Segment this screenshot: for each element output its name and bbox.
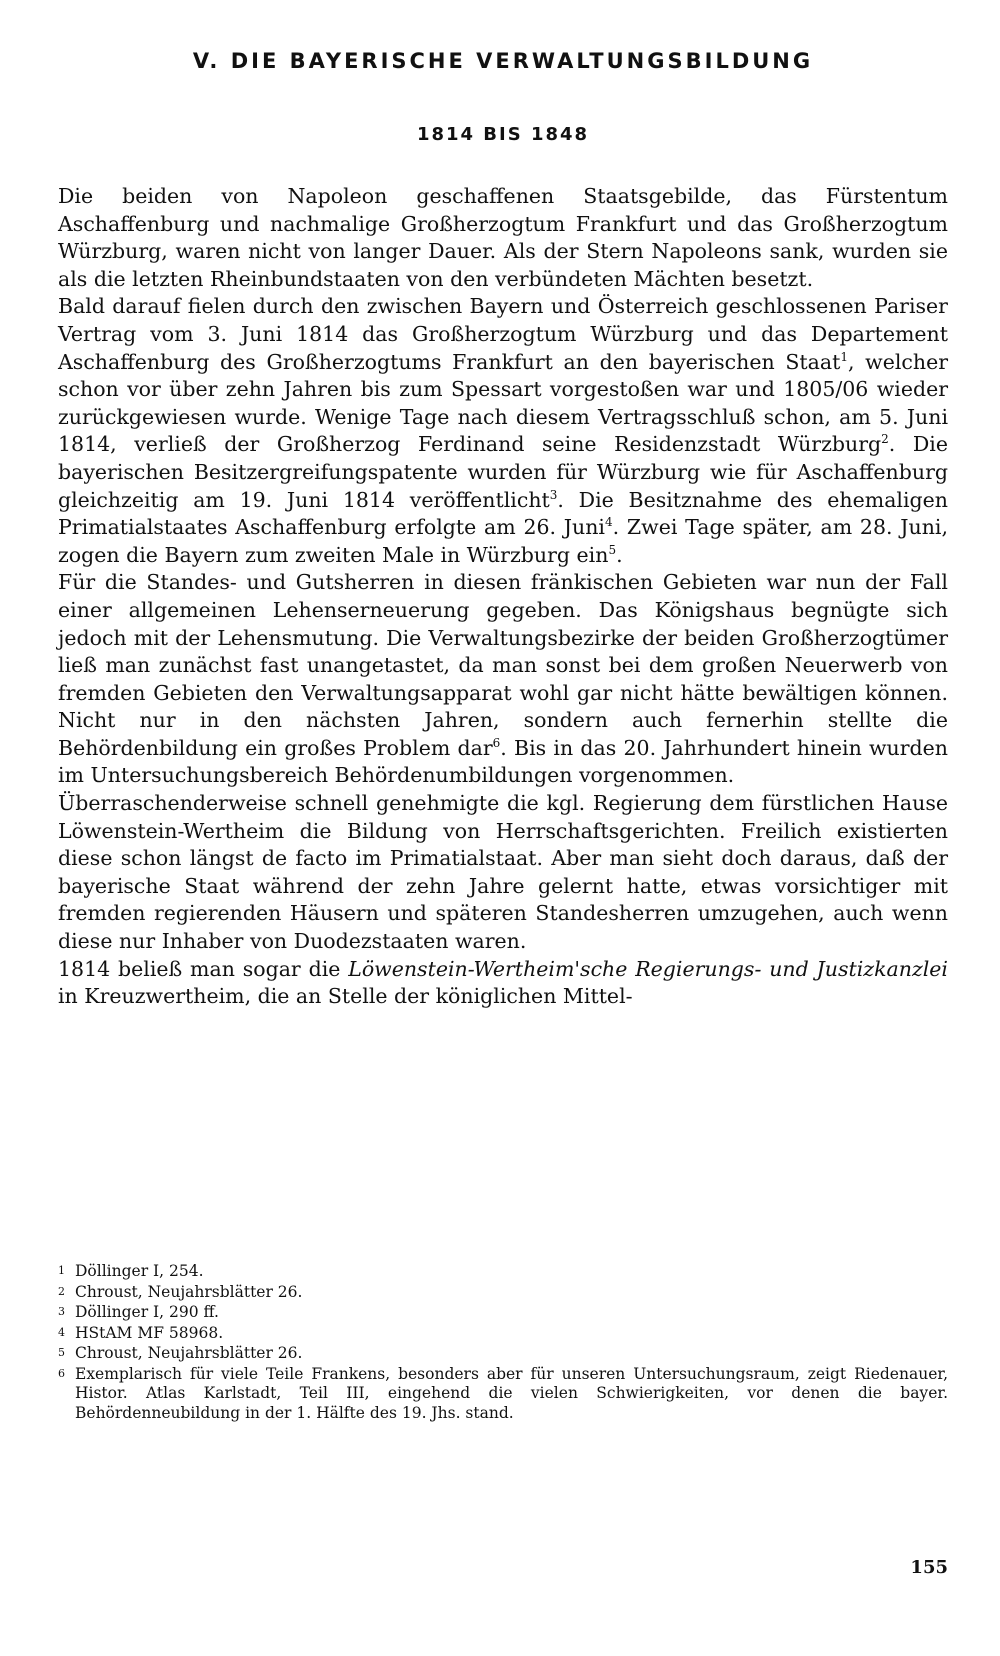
italic-text: Löwenstein-Wertheim'sche Regierungs- und Justizkanzlei: [348, 956, 948, 981]
paragraph: [58, 569, 948, 790]
footnote: [58, 1343, 948, 1364]
footnotes: [58, 1261, 948, 1423]
footnote-text: HStAM MF 58968.: [75, 1323, 224, 1342]
footnote-text: Chroust, Neujahrsblätter 26.: [75, 1344, 303, 1362]
paragraph-text: Für die Standes- und Gutsherren in diesen fränkischen Gebieten war nun der Fall einer allgemeinen Lehenserneuerung gegeben. Das Königshaus begnügte sich jedoch mit der Lehensmutung. Die Verwaltungsbezirke der beiden Großherzogtümer ließ man zunächst fast unangetastet, da man sonst bei dem großen Neuerwerb von fremden Gebieten den Verwaltungsapparat wohl gar nicht hätte bewältigen können. Nicht nur in den nächsten Jahren, sondern auch fernerhin stellte die Behördenbildung ein großes Problem dar: [58, 570, 948, 760]
chapter-subtitle: 1814 BIS 1848: [416, 124, 590, 145]
footnote-marker: 4: [605, 515, 613, 530]
paragraph-text: Überraschenderweise schnell genehmigte die kgl. Regierung dem fürstlichen Hause Löwenstein-Wertheim die Bildung von Herrschaftsgerichten. Freilich existierten diese schon längst de facto im Primatialstaat. Aber man sieht doch daraus, daß der bayerische Staat während der zehn Jahre gelernt hatte, etwas vorsichtiger mit fremden regierenden Häusern und späteren Standesherren umzugehen, auch wenn diese nur Inhaber von Duodezstaaten waren.: [58, 791, 948, 954]
paragraph: [58, 956, 948, 1011]
footnote-marker: 6: [492, 736, 501, 751]
footnote-text: Chroust, Neujahrsblätter 26.: [75, 1282, 303, 1301]
footnote-number: 4: [58, 1325, 65, 1339]
paragraph: [58, 790, 948, 956]
footnote-text: Döllinger I, 290 ff.: [75, 1303, 219, 1321]
paragraph: [58, 293, 948, 569]
footnote-marker: 5: [608, 542, 617, 557]
footnote-number: 5: [58, 1346, 65, 1359]
footnote: [58, 1261, 948, 1282]
body-text: [58, 183, 948, 1011]
paragraph-text: . Zwei Tage später, am 28. Juni, zogen die Bayern zum zweiten Male in Würzburg ein: [58, 515, 948, 567]
paragraph-text: . Die Besitznahme des ehemaligen Primatialstaates Aschaffenburg erfolgte am 26. Juni: [58, 487, 948, 540]
footnote-number: 6: [58, 1366, 65, 1380]
footnote-marker: 2: [881, 432, 889, 447]
footnote-marker: 1: [840, 349, 848, 364]
paragraph-text: . Die bayerischen Besitzergreifungspatente wurden für Würzburg wie für Aschaffenburg gleichzeitig am 19. Juni 1814 veröffentlicht: [58, 432, 948, 512]
paragraph-text: Die beiden von Napoleon geschaffenen Staatsgebilde, das Fürstentum Aschaffenburg und nachmalige Großherzogtum Frankfurt und das Großherzogtum Würzburg, waren nicht von langer Dauer. Als der Stern Napoleons sank, wurden sie als die letzten Rheinbundstaaten von den verbündeten Mächten besetzt.: [58, 184, 948, 291]
footnote-text: Exemplarisch für viele Teile Frankens, besonders aber für unseren Untersuchungsraum, zeigt Riedenauer, Histor. Atlas Karlstadt, Teil III, eingehend die vielen Schwierigkeiten, vor denen die bayer. Behördenneubildung in der 1. Hälfte des 19. Jhs. stand.: [75, 1364, 948, 1422]
footnote: [58, 1282, 948, 1303]
footnote-marker: 3: [549, 487, 558, 502]
paragraph-text: 1814 beließ man sogar die: [58, 956, 349, 981]
footnote: [58, 1302, 948, 1323]
paragraph-text: in Kreuzwertheim, die an Stelle der königlichen Mittel-: [58, 984, 633, 1009]
paragraph-text: Bald darauf fielen durch den zwischen Bayern und Österreich geschlossenen Pariser Vertrag vom 3. Juni 1814 das Großherzogtum Würzburg und das Departement Aschaffenburg des Großherzogtums Frankfurt an den bayerischen Staat: [58, 294, 948, 374]
footnote-number: 1: [58, 1264, 65, 1277]
paragraph-text: , welcher schon vor über zehn Jahren bis zum Spessart vorgestoßen war und 1805/06 wieder zurückgewiesen wurde. Wenige Tage nach diesem Vertragsschluß schon, am 5. Juni 1814, verließ der Großherzog Ferdinand seine Residenzstadt Würzburg: [58, 349, 949, 457]
paragraph-text: .: [616, 542, 623, 567]
chapter-title: V. DIE BAYERISCHE VERWALTUNGSBILDUNG: [192, 49, 814, 73]
page-number: 155: [910, 1557, 948, 1578]
footnote-number: 2: [58, 1284, 65, 1298]
footnote-number: 3: [58, 1305, 65, 1318]
footnote-text: Döllinger I, 254.: [75, 1262, 204, 1280]
footnote: [58, 1364, 948, 1424]
paragraph: [58, 183, 948, 293]
paragraph-text: . Bis in das 20. Jahrhundert hinein wurden im Untersuchungsbereich Behördenumbildungen vorgenommen.: [58, 735, 949, 788]
footnote: [58, 1323, 948, 1344]
